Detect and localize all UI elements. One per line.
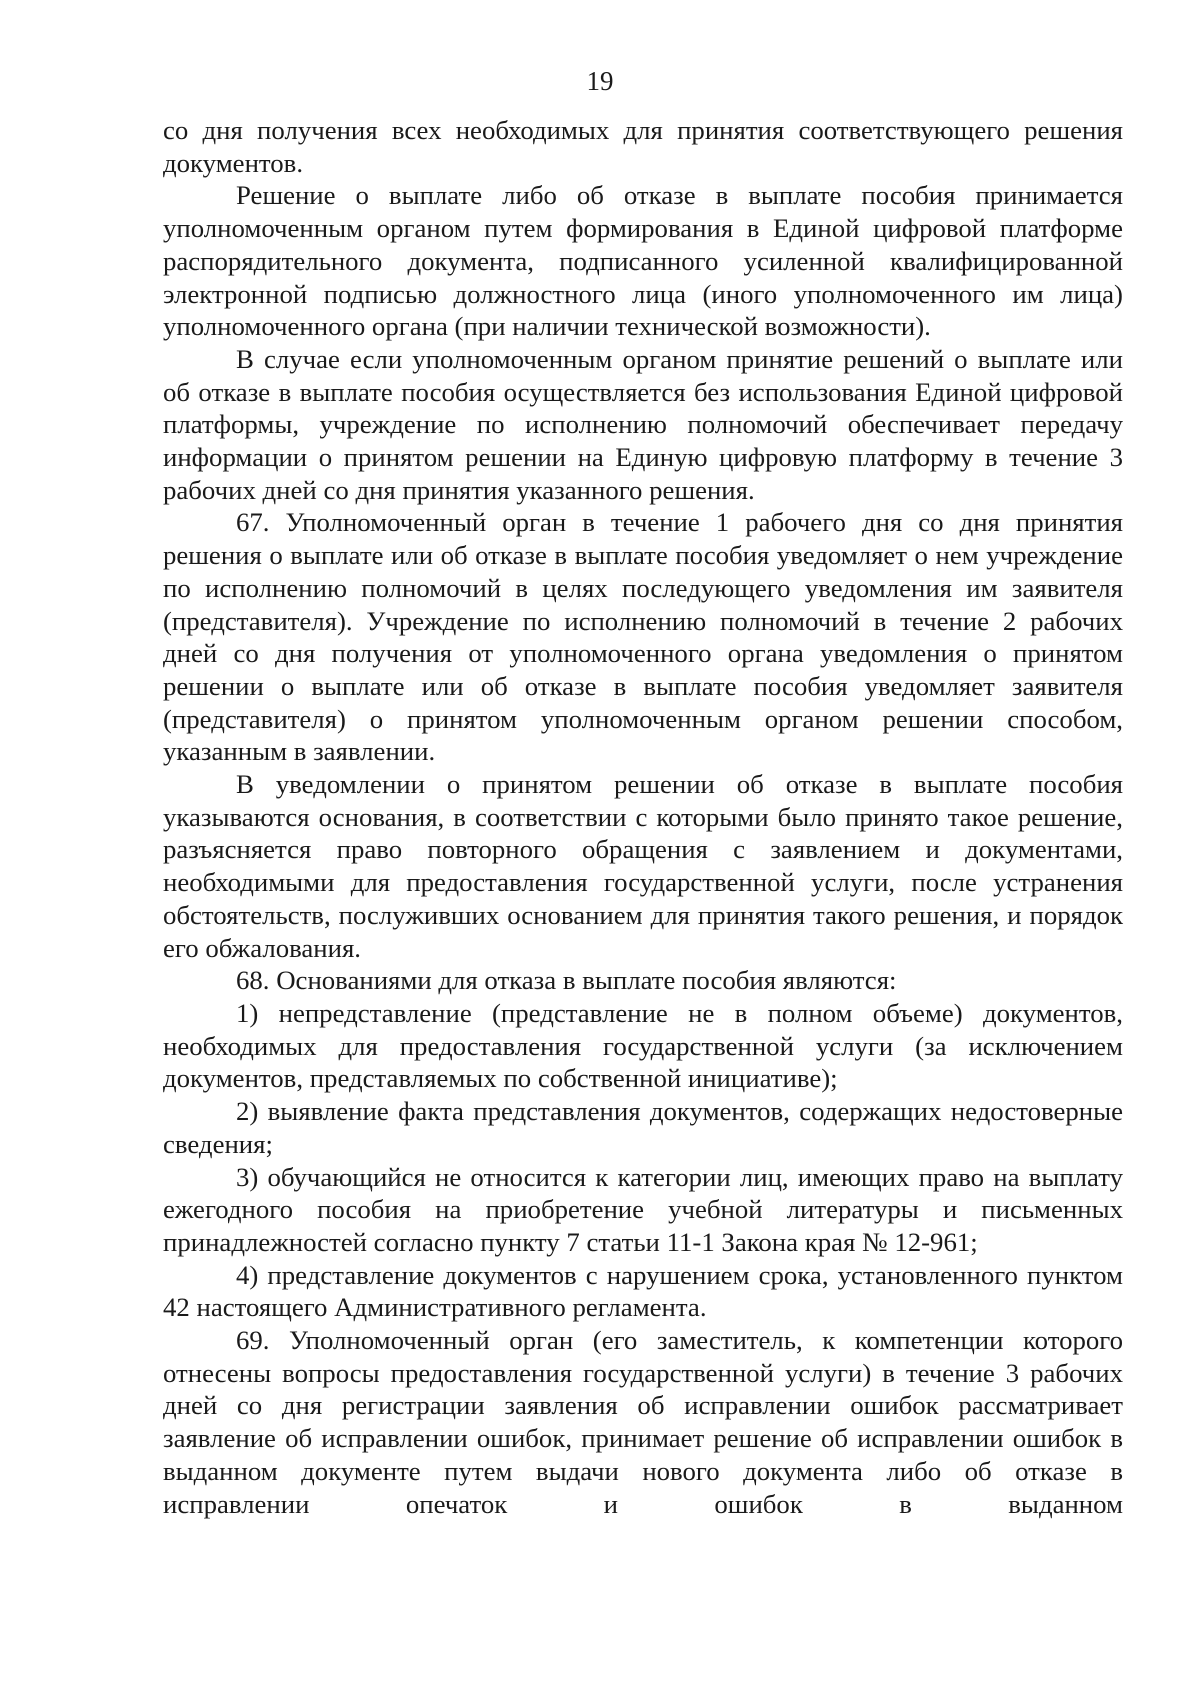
list-item-3: 3) обучающийся не относится к категории лиц, имеющих право на выплату ежегодного пособия на приобретение учебной литературы и письменных принадлежностей согласно пункту 7 статьи 11-1 Закона края № 12-961; bbox=[163, 1161, 1123, 1257]
page-number: 19 bbox=[586, 66, 614, 96]
paragraph: Решение о выплате либо об отказе в выплате пособия принимается уполномоченным органом путем формирования в Единой цифровой платформе распорядительного документа, подписанного усиленной квалифицированной электронной подписью должностного лица (иного уполномоченного им лица) уполномоченного органа (при наличии технической возможности). bbox=[163, 180, 1123, 342]
paragraph-section-69: 69. Уполномоченный орган (его заместитель, к компетенции которого отнесены вопросы предоставления государственной услуги) в течение 3 рабочих дней со дня регистрации заявления об исправлении ошибок рассматривает заявление об исправлении ошибок, принимает решение об исправлении ошибок в выданном документе путем выдачи нового документа либо об отказе в исправлении опечаток и ошибок в выданном bbox=[163, 1325, 1123, 1519]
paragraph: В случае если уполномоченным органом принятие решений о выплате или об отказе в выплате пособия осуществляется без использования Единой цифровой платформы, учреждение по исполнению полномочий обеспечивает передачу информации о принятом решении на Единую цифровую платформу в течение 3 рабочих дней со дня принятия указанного решения. bbox=[163, 343, 1123, 505]
paragraph: В уведомлении о принятом решении об отказе в выплате пособия указываются основания, в соответствии с которыми было принято такое решение, разъясняется право повторного обращения с заявлением и документами, необходимыми для предоставления государственной услуги, после устранения обстоятельств, послуживших основанием для принятия такого решения, и порядок его обжалования. bbox=[163, 769, 1123, 963]
list-item-1: 1) непредставление (представление не в полном объеме) документов, необходимых для предоставления государственной услуги (за исключением документов, представляемых по собственной инициативе); bbox=[163, 997, 1123, 1094]
paragraph-section-67: 67. Уполномоченный орган в течение 1 рабочего дня со дня принятия решения о выплате или об отказе в выплате пособия уведомляет о нем учреждение по исполнению полномочий в целях последующего уведомления им заявителя (представителя). Учреждение по исполнению полномочий в течение 2 рабочих дней со дня получения от уполномоченного органа уведомления о принятом решении о выплате или об отказе в выплате пособия уведомляет заявителя (представителя) о принятом уполномоченным органом решении способом, указанным в заявлении. bbox=[163, 507, 1123, 767]
paragraph: со дня получения всех необходимых для принятия соответствующего решения документов. bbox=[163, 115, 1123, 178]
paragraph-section-68: 68. Основаниями для отказа в выплате пособия являются: bbox=[236, 965, 897, 996]
document-body bbox=[163, 114, 1123, 1520]
list-item-4: 4) представление документов с нарушением срока, установленного пунктом 42 настоящего Административного регламента. bbox=[163, 1259, 1123, 1323]
list-item-2: 2) выявление факта представления документов, содержащих недостоверные сведения; bbox=[163, 1096, 1123, 1159]
